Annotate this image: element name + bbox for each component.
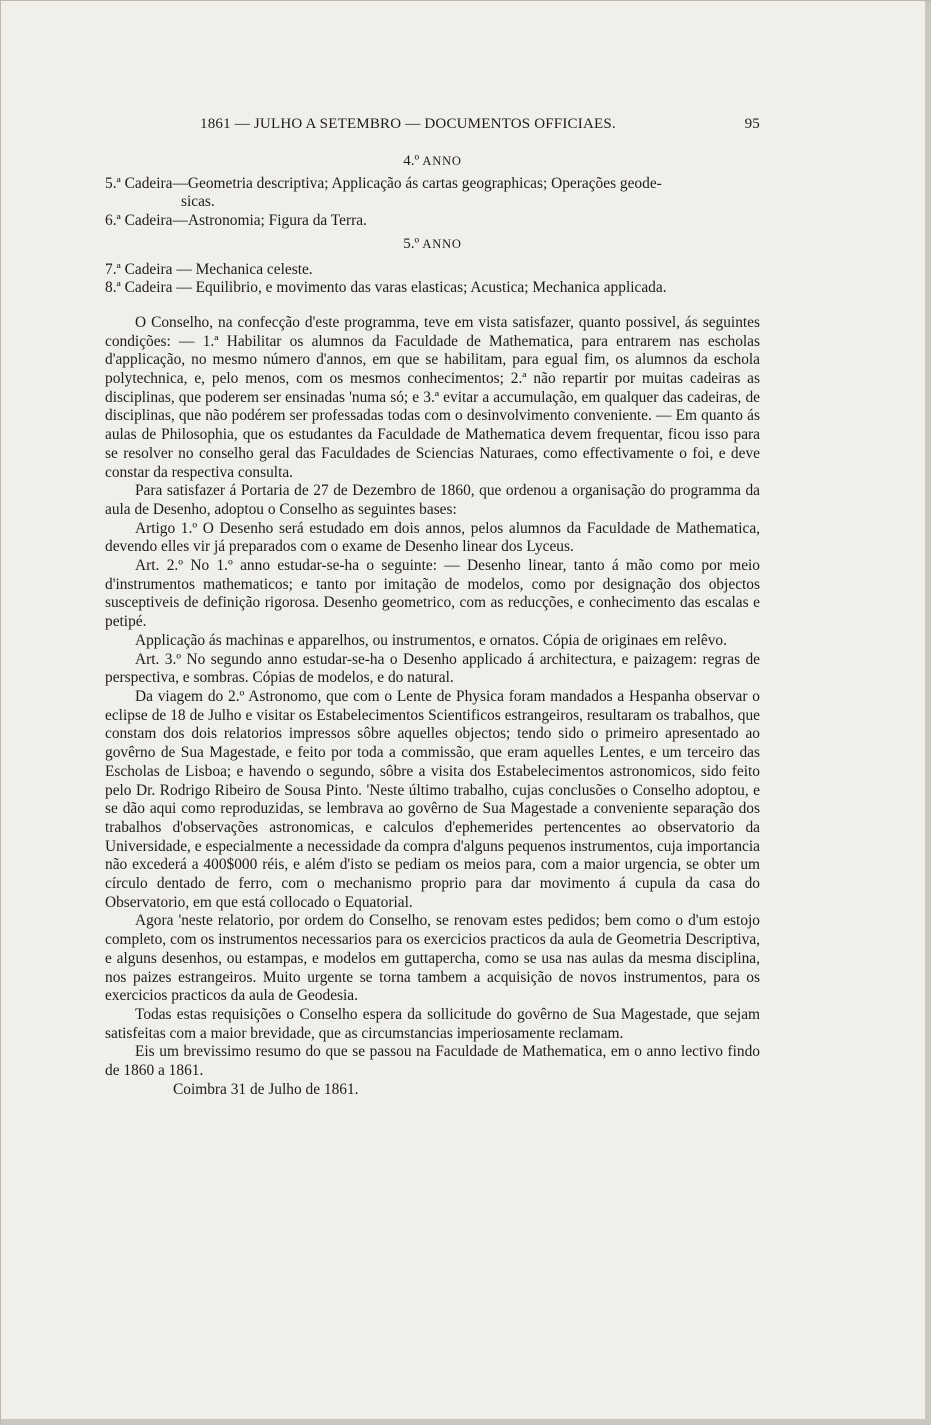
year-5-label: ANNO <box>422 236 462 251</box>
cadeira-5-continuation: sicas. <box>181 193 215 211</box>
header-title: 1861 — JULHO A SETEMBRO — DOCUMENTOS OFFICIAES. <box>200 116 616 132</box>
page-body <box>105 150 760 1099</box>
cadeira-7 <box>105 261 760 280</box>
signature-line: Coimbra 31 de Julho de 1861. <box>173 1080 359 1098</box>
cadeira-8 <box>105 279 760 298</box>
paragraph-requisicoes: Todas estas requisições o Conselho espera da sollicitude do govêrno de Sua Magestade, que sejam satisfeitas com a maior brevidade, que as circumstancias imperiosamente reclamam. <box>105 1005 760 1042</box>
cadeira-5-text: 5.ª Cadeira—Geometria descriptiva; Applicação ás cartas geographicas; Operações geode- <box>105 174 662 192</box>
year-4-label: ANNO <box>422 154 462 168</box>
page-number: 95 <box>744 116 760 132</box>
paragraph-artigo-2: Art. 2.º No 1.º anno estudar-se-ha o seguinte: — Desenho linear, tanto á mão como por meio d'instrumentos mathematicos; e tanto por imitação de modelos, como por designação dos objectos susceptiveis de definição rigorosa. Desenho geometrico, com as reducções, e conhecimento das escalas e petipé. <box>105 557 760 631</box>
paragraph-relatorio: Agora 'neste relatorio, por ordem do Conselho, se renovam estes pedidos; bem como o d'um estojo completo, com os instrumentos necessarios para os exercicios practicos da aula de Geometria Descriptiva, e alguns desenhos, ou estampas, e modelos em guttapercha, como se usa nas aulas da mesma disciplina, nos paizes estrangeiros. Muito urgente se torna tambem a acquisição de novos instrumentos, para os exercicios practicos da aula de Geodesia. <box>105 912 760 1005</box>
cadeira-5 <box>105 175 760 212</box>
year-5-number: 5.º <box>403 235 420 252</box>
paragraph-conselho: O Conselho, na confecção d'este programma, teve em vista satisfazer, quanto possivel, ás seguintes condições: — 1.ª Habilitar os alumnos da Faculdade de Mathematica, para entrarem nas escholas d'applicação, no mesmo número d'annos, em que se habilitam, para egual fim, os alumnos da eschola polytechnica, e, pelo menos, com os mesmos conhecimentos; 2.ª não repartir por muitas cadeiras as disciplinas, que poderem ser ensinadas 'numa só; e 3.ª evitar a accumulação, em qualquer das cadeiras, de disciplinas, que não podérem ser professadas todas com o desinvolvimento conveniente. — Em quanto ás aulas de Philosophia, que os estudantes da Faculdade de Mathematica devem frequentar, ficou isso para se resolver no conselho geral das Faculdades de Sciencias Naturaes, como effectivamente o foi, e deve constar da respectiva consulta. <box>105 313 760 481</box>
cadeira-7-text: 7.ª Cadeira — Mechanica celeste. <box>105 260 313 278</box>
cadeira-6-text: 6.ª Cadeira—Astronomia; Figura da Terra. <box>105 212 367 230</box>
paragraph-viagem: Da viagem do 2.º Astronomo, que com o Lente de Physica foram mandados a Hespanha observar o eclipse de 18 de Julho e visitar os Estabelecimentos Scientificos estrangeiros, resultaram os trabalhos, que constam dos dois relatorios impressos sôbre aquelles objectos; tendo sido o primeiro apresentado ao govêrno de Sua Magestade, e feito por toda a commissão, que eram aquelles Lentes, e um terceiro das Escholas de Lisboa; e havendo o segundo, sôbre a visita dos Estabelecimentos astronomicos, sido feito pelo Dr. Rodrigo Ribeiro de Sousa Pinto. 'Neste último trabalho, cujas conclusões o Conselho adoptou, e se dão aqui como reproduzidas, se lembrava ao govêrno de Sua Magestade a conveniente separação dos trabalhos d'observações astronomicas, e calculos d'ephemerides pertencentes ao observatorio da Universidade, e especialmente a necessidade da compra d'alguns pequenos instrumentos, cuja importancia não excederá a 400$000 réis, e além d'isto se pediam os meios para, com a maior urgencia, se obter um círculo dentado de ferro, com o mechanismo proprio para dar movimento á cupula da casa do Observatorio, em que está collocado o Equatorial. <box>105 687 760 911</box>
year-4-number: 4.º <box>403 153 420 169</box>
paragraph-applicacao: Applicação ás machinas e apparelhos, ou instrumentos, e ornatos. Cópia de originaes em relêvo. <box>135 631 727 649</box>
section-heading-year-5 <box>105 235 760 254</box>
cadeira-6 <box>105 212 760 231</box>
paragraph-portaria: Para satisfazer á Portaria de 27 de Dezembro de 1860, que ordenou a organisação do programma da aula de Desenho, adoptou o Conselho as seguintes bases: <box>105 482 760 518</box>
paragraph-artigo-1: Artigo 1.º O Desenho será estudado em dois annos, pelos alumnos da Faculdade de Mathematica, devendo elles vir já preparados com o exame de Desenho linear dos Lyceus. <box>105 519 760 556</box>
section-heading-year-4 <box>105 152 760 171</box>
cadeira-8-text: 8.ª Cadeira — Equilibrio, e movimento das varas elasticas; Acustica; Mechanica applicada. <box>105 279 667 297</box>
paragraph-resumo: Eis um brevissimo resumo do que se passou na Faculdade de Mathematica, em o anno lectivo findo de 1860 a 1861. <box>105 1043 760 1080</box>
paragraph-artigo-3: Art. 3.º No segundo anno estudar-se-ha o Desenho applicado á architectura, e paizagem: regras de perspectiva, e sombras. Cópias de modelos, e do natural. <box>105 650 760 687</box>
